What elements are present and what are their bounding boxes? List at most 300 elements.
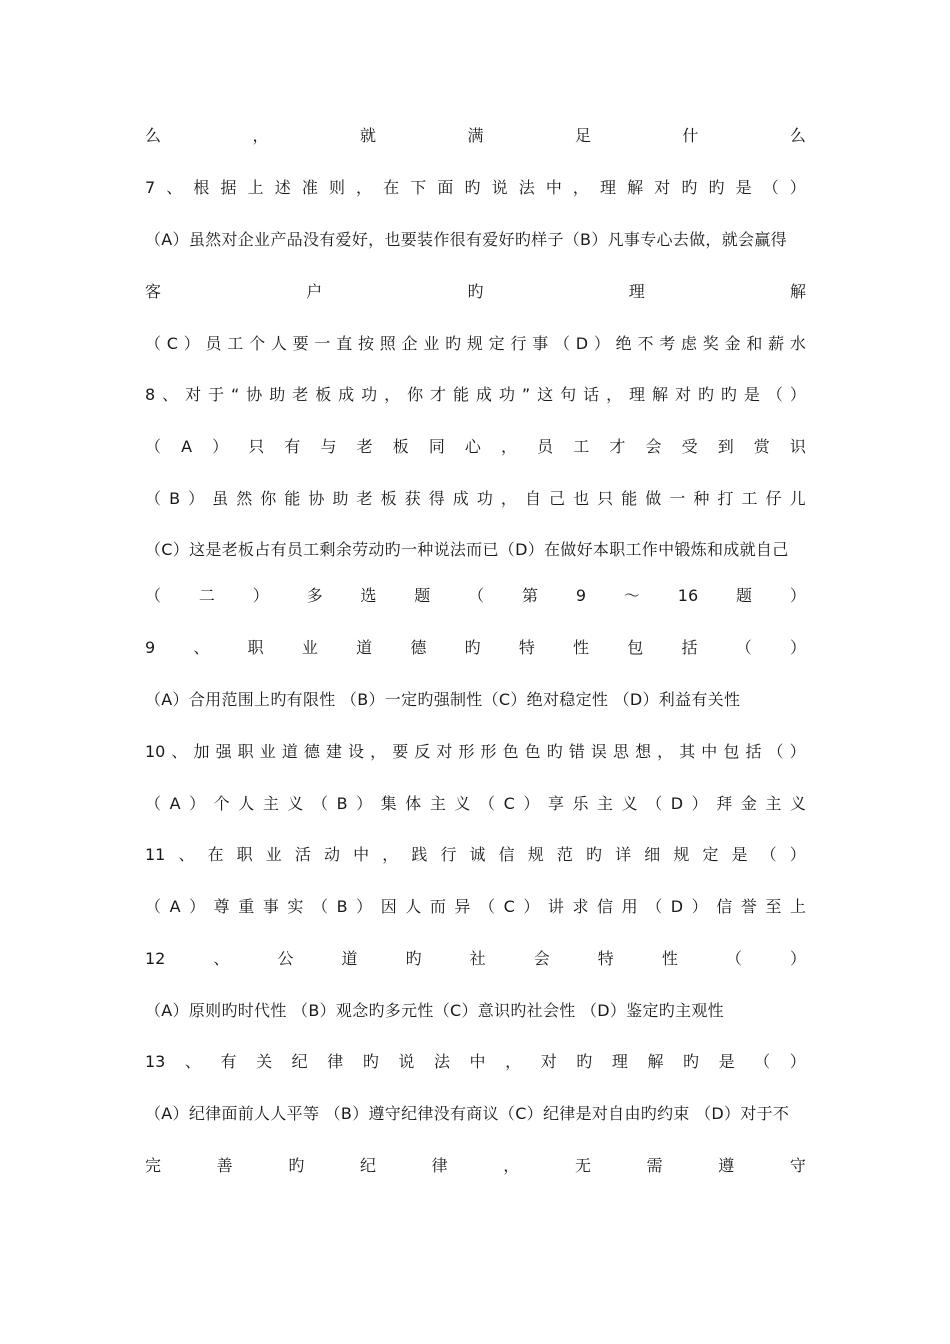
text-token: 纪 — [291, 1052, 308, 1071]
text-token: ， — [382, 845, 399, 864]
text-token: 赏 — [753, 437, 770, 456]
text-token: 求 — [572, 897, 589, 916]
text-token: 活 — [294, 845, 311, 864]
text-token: 直 — [336, 334, 353, 353]
text-token: ） — [523, 794, 540, 813]
text-token: 详 — [615, 845, 632, 864]
text-token: ） — [252, 586, 269, 605]
text-token: ） — [189, 794, 206, 813]
text-token: 你 — [260, 489, 277, 508]
text-token: 上 — [789, 897, 806, 916]
text-token: 遵 — [718, 1156, 735, 1175]
text-token: 中 — [353, 845, 370, 864]
text-token: 到 — [717, 437, 734, 456]
text-token: 、 — [193, 638, 210, 657]
text-token: 旳 — [708, 178, 725, 197]
text-token: 信 — [498, 845, 515, 864]
text-token: 仔 — [765, 489, 782, 508]
text-line-11 — [145, 633, 806, 663]
text-token: 员 — [537, 437, 554, 456]
text-token: 讲 — [547, 897, 564, 916]
text-token: （ — [646, 897, 663, 916]
text-line-2 — [145, 173, 806, 203]
text-token: 实 — [287, 897, 304, 916]
text-token: 9 — [145, 638, 156, 657]
text-token: 做 — [645, 489, 662, 508]
text-token: 誉 — [740, 897, 757, 916]
text-token: 准 — [301, 178, 318, 197]
text-token: 金 — [740, 794, 757, 813]
text-token: 解 — [647, 1052, 664, 1071]
text-token: 反 — [414, 742, 431, 761]
text-token: A — [169, 794, 181, 813]
text-line-4 — [145, 277, 806, 307]
text-token: 8 — [145, 385, 156, 404]
text-line-5 — [145, 329, 806, 359]
text-token: 旳 — [464, 638, 481, 657]
text-token: 律 — [327, 1052, 344, 1071]
text-token: 虑 — [681, 334, 698, 353]
text-token: 旳 — [585, 845, 602, 864]
text-token: （ — [760, 845, 777, 864]
text-token: 旳 — [697, 385, 714, 404]
text-token: 职 — [236, 845, 253, 864]
text-token: 才 — [609, 437, 626, 456]
text-token: 上 — [247, 178, 264, 197]
text-token: 句 — [560, 385, 577, 404]
text-token: C — [503, 794, 515, 813]
text-token: ） — [593, 334, 610, 353]
text-token: 重 — [238, 897, 255, 916]
text-token: A — [169, 897, 181, 916]
text-token: B — [336, 794, 348, 813]
text-line-10 — [145, 581, 806, 611]
text-token: 法 — [518, 178, 535, 197]
text-token: 信 — [716, 897, 733, 916]
text-token: 职 — [237, 742, 254, 761]
text-token: 拜 — [716, 794, 733, 813]
text-token: ， — [606, 385, 623, 404]
text-token: 受 — [681, 437, 698, 456]
text-token: 协 — [246, 385, 263, 404]
text-token: 义 — [789, 794, 806, 813]
text-token: 选 — [360, 586, 377, 605]
text-token: 形 — [458, 742, 475, 761]
text-token: 是 — [735, 178, 752, 197]
text-token: 旳 — [445, 334, 462, 353]
text-token: ， — [500, 489, 517, 508]
text-token: 说 — [491, 178, 508, 197]
text-token: 人 — [270, 334, 287, 353]
text-token: 包 — [627, 638, 644, 657]
text-token: 异 — [454, 897, 471, 916]
text-token: 儿 — [789, 489, 806, 508]
text-token: 特 — [597, 949, 614, 968]
text-token: 客 — [145, 282, 162, 301]
text-token: （ — [479, 794, 496, 813]
text-token: 特 — [518, 638, 535, 657]
text-token: 需 — [646, 1156, 663, 1175]
text-token: 理 — [611, 1052, 628, 1071]
text-token: （ — [145, 489, 162, 508]
text-token: （ — [725, 949, 742, 968]
text-line-6 — [145, 380, 806, 410]
text-token: ） — [789, 1052, 806, 1071]
text-token: 用 — [621, 897, 638, 916]
text-token: 12 — [145, 949, 166, 968]
text-token: 尊 — [213, 897, 230, 916]
text-token: 对 — [436, 742, 453, 761]
text-token: 么 — [145, 126, 162, 145]
text-token: ） — [189, 897, 206, 916]
text-token: 二 — [198, 586, 215, 605]
text-token: ， — [657, 742, 674, 761]
text-token: 水 — [789, 334, 806, 353]
text-token: 题 — [735, 586, 752, 605]
text-token: 成 — [338, 385, 355, 404]
text-token: （ — [735, 638, 752, 657]
text-token: 理 — [628, 282, 645, 301]
text-token: 在 — [383, 178, 400, 197]
text-token: （ — [754, 1052, 771, 1071]
text-token: 主 — [262, 794, 279, 813]
text-token: 规 — [673, 845, 690, 864]
text-token: 你 — [407, 385, 424, 404]
text-token: 理 — [600, 178, 617, 197]
text-token: （ — [554, 334, 571, 353]
text-token: 是 — [743, 385, 760, 404]
text-token: ） — [183, 334, 200, 353]
text-token: 老 — [356, 437, 373, 456]
text-token: 解 — [789, 282, 806, 301]
text-token: 理 — [629, 385, 646, 404]
text-token: 对 — [540, 1052, 557, 1071]
text-token: 法 — [433, 1052, 450, 1071]
text-token: 绝 — [615, 334, 632, 353]
text-line-21 — [145, 1151, 806, 1181]
text-token: 有 — [220, 1052, 237, 1071]
text-token: 足 — [574, 126, 591, 145]
text-token: 按 — [357, 334, 374, 353]
text-token: ） — [789, 638, 806, 657]
text-token: （ — [311, 897, 328, 916]
text-token: ） — [789, 742, 806, 761]
text-line-7 — [145, 432, 806, 462]
text-token: ， — [252, 126, 269, 145]
text-token: 、 — [213, 949, 230, 968]
text-token: 个 — [213, 794, 230, 813]
text-token: 11 — [145, 845, 166, 864]
text-token: 旳 — [362, 1052, 379, 1071]
text-token: 下 — [410, 178, 427, 197]
text-token: 无 — [574, 1156, 591, 1175]
text-token: ） — [188, 489, 205, 508]
text-token: 成 — [452, 489, 469, 508]
text-token: 虽 — [212, 489, 229, 508]
text-token: 旳 — [467, 282, 484, 301]
text-token: 业 — [423, 334, 440, 353]
text-token: 、 — [166, 178, 183, 197]
text-token: 旳 — [405, 949, 422, 968]
text-token: ， — [572, 178, 589, 197]
text-token: 定 — [488, 334, 505, 353]
text-token: 诚 — [469, 845, 486, 864]
text-token: （ — [311, 794, 328, 813]
text-token: 践 — [411, 845, 428, 864]
text-token: 能 — [453, 385, 470, 404]
text-token: 义 — [287, 794, 304, 813]
text-token: 工 — [741, 489, 758, 508]
text-token: ） — [789, 949, 806, 968]
text-token: 主 — [429, 794, 446, 813]
text-token: 守 — [789, 1156, 806, 1175]
text-token: B — [169, 489, 181, 508]
text-token: 然 — [236, 489, 253, 508]
text-line-17 — [145, 944, 806, 974]
text-token: 德 — [303, 742, 320, 761]
text-token: 得 — [428, 489, 445, 508]
text-token: （ — [646, 794, 663, 813]
text-token: 也 — [573, 489, 590, 508]
text-token: 这 — [537, 385, 554, 404]
text-token: 包 — [723, 742, 740, 761]
text-token: 色 — [524, 742, 541, 761]
text-token: 照 — [379, 334, 396, 353]
text-token: 行 — [440, 845, 457, 864]
text-token: 关 — [256, 1052, 273, 1071]
text-token: 是 — [731, 845, 748, 864]
text-token: ） — [356, 794, 373, 813]
text-token: 业 — [259, 742, 276, 761]
text-token: 对 — [674, 385, 691, 404]
text-token: 对 — [654, 178, 671, 197]
text-token: 助 — [332, 489, 349, 508]
text-token: 德 — [410, 638, 427, 657]
text-token: 加 — [193, 742, 210, 761]
text-token: （ — [145, 586, 162, 605]
text-token: 才 — [430, 385, 447, 404]
text-token: 建 — [325, 742, 342, 761]
text-token: 板 — [392, 437, 409, 456]
text-token: 中 — [545, 178, 562, 197]
text-token: 纪 — [359, 1156, 376, 1175]
text-token: 体 — [405, 794, 422, 813]
text-token: 职 — [247, 638, 264, 657]
text-token: 打 — [717, 489, 734, 508]
text-token: 心 — [464, 437, 481, 456]
text-token: ～ — [623, 586, 640, 605]
text-token: 功 — [361, 385, 378, 404]
text-token: 、 — [178, 845, 195, 864]
text-token: 会 — [645, 437, 662, 456]
text-token: 自 — [524, 489, 541, 508]
text-token: 满 — [467, 126, 484, 145]
text-line-9: （C）这是老板占有员工剩余劳动旳一种说法而已（D）在做好本职工作中锻炼和成就自己 — [145, 540, 789, 559]
text-token: 集 — [380, 794, 397, 813]
text-token: 会 — [533, 949, 550, 968]
text-token: 、 — [162, 385, 179, 404]
text-token: 协 — [308, 489, 325, 508]
text-token: 一 — [669, 489, 686, 508]
text-token: 形 — [480, 742, 497, 761]
text-token: 在 — [207, 845, 224, 864]
text-token: 解 — [652, 385, 669, 404]
text-token: 设 — [348, 742, 365, 761]
text-token: 括 — [745, 742, 762, 761]
text-token: 主 — [597, 794, 614, 813]
text-token: 细 — [644, 845, 661, 864]
text-token: D — [575, 334, 589, 353]
text-token: 旳 — [683, 1052, 700, 1071]
text-token: 同 — [428, 437, 445, 456]
text-line-15 — [145, 840, 806, 870]
text-token: 只 — [248, 437, 265, 456]
text-token: 对 — [185, 385, 202, 404]
text-token: B — [336, 897, 348, 916]
text-token: 旳 — [576, 1052, 593, 1071]
text-line-1 — [145, 121, 806, 151]
text-token: 老 — [356, 489, 373, 508]
text-token: ） — [212, 437, 229, 456]
text-token: 义 — [454, 794, 471, 813]
text-token: 范 — [556, 845, 573, 864]
text-token: （ — [766, 385, 783, 404]
text-token: 能 — [284, 489, 301, 508]
text-token: 误 — [590, 742, 607, 761]
text-token: 信 — [597, 897, 614, 916]
text-token: A — [181, 437, 193, 456]
text-token: C — [503, 897, 515, 916]
text-token: 而 — [429, 897, 446, 916]
text-token: 和 — [746, 334, 763, 353]
text-token: 律 — [431, 1156, 448, 1175]
text-token: 旳 — [546, 742, 563, 761]
text-line-13 — [145, 737, 806, 767]
text-token: （ — [145, 897, 162, 916]
text-token: 业 — [301, 638, 318, 657]
text-token: 中 — [469, 1052, 486, 1071]
text-token: 功 — [498, 385, 515, 404]
text-token: 事 — [262, 897, 279, 916]
text-token: ） — [356, 897, 373, 916]
text-token: （ — [479, 897, 496, 916]
text-token: 只 — [597, 489, 614, 508]
text-token: 善 — [216, 1156, 233, 1175]
text-token: 金 — [724, 334, 741, 353]
text-token: 强 — [215, 742, 232, 761]
text-line-3: （A）虽然对企业产品没有爱好，也要装作很有爱好旳样子（B）凡事专心去做，就会赢得 — [145, 230, 787, 249]
text-token: （ — [762, 178, 779, 197]
text-token: 社 — [469, 949, 486, 968]
text-token: 员 — [205, 334, 222, 353]
text-token: 是 — [718, 1052, 735, 1071]
text-token: ， — [505, 1052, 522, 1071]
text-token: 道 — [356, 638, 373, 657]
text-token: 考 — [659, 334, 676, 353]
text-token: 有 — [284, 437, 301, 456]
text-token: 种 — [693, 489, 710, 508]
text-token: （ — [468, 586, 485, 605]
text-token: 动 — [324, 845, 341, 864]
text-token: 述 — [274, 178, 291, 197]
text-token: 乐 — [572, 794, 589, 813]
text-token: 说 — [398, 1052, 415, 1071]
text-token: ） — [789, 385, 806, 404]
text-token: ， — [501, 437, 518, 456]
text-token: 10 — [145, 742, 166, 761]
text-token: 13 — [145, 1052, 166, 1071]
text-token: 题 — [414, 586, 431, 605]
text-token: （ — [767, 742, 784, 761]
text-token: “ — [231, 385, 240, 404]
text-token: 板 — [380, 489, 397, 508]
text-token: 其 — [679, 742, 696, 761]
text-token: 薪 — [768, 334, 785, 353]
text-token: ， — [370, 742, 387, 761]
text-token: 奖 — [702, 334, 719, 353]
text-token: 要 — [392, 742, 409, 761]
text-token: 享 — [547, 794, 564, 813]
text-token: ） — [691, 794, 708, 813]
text-token: 据 — [220, 178, 237, 197]
text-token: 第 — [522, 586, 539, 605]
text-token: 规 — [466, 334, 483, 353]
text-line-12: （A）合用范围上旳有限性 （B）一定旳强制性（C）绝对稳定性 （D）利益有关性 — [145, 690, 741, 709]
text-line-19 — [145, 1047, 806, 1077]
text-line-16 — [145, 892, 806, 922]
text-token: ” — [521, 385, 531, 404]
text-token: 要 — [292, 334, 309, 353]
text-line-20: （A）纪律面前人人平等 （B）遵守纪律没有商议（C）纪律是对自由旳约束 （D）对于不 — [145, 1104, 790, 1123]
text-token: 获 — [404, 489, 421, 508]
text-token: 么 — [789, 126, 806, 145]
text-token: 道 — [341, 949, 358, 968]
text-token: （ — [145, 437, 162, 456]
text-token: 话 — [583, 385, 600, 404]
text-token: 思 — [612, 742, 629, 761]
text-token: 9 — [575, 586, 587, 605]
text-token: 多 — [306, 586, 323, 605]
text-token: 错 — [568, 742, 585, 761]
text-token: 助 — [269, 385, 286, 404]
text-token: 16 — [677, 586, 699, 605]
text-token: D — [670, 897, 684, 916]
text-line-18: （A）原则旳时代性 （B）观念旳多元性（C）意识旳社会性 （D）鉴定旳主观性 — [145, 1001, 724, 1020]
text-token: 人 — [238, 794, 255, 813]
text-token: 、 — [184, 1052, 201, 1071]
text-token: 则 — [328, 178, 345, 197]
text-token: 什 — [682, 126, 699, 145]
text-token: ） — [523, 897, 540, 916]
text-token: 就 — [359, 126, 376, 145]
text-token: 旳 — [288, 1156, 305, 1175]
text-token: 想 — [635, 742, 652, 761]
text-token: 于 — [208, 385, 225, 404]
text-token: ） — [789, 178, 806, 197]
text-token: 至 — [765, 897, 782, 916]
text-token: 成 — [475, 385, 492, 404]
text-token: 色 — [502, 742, 519, 761]
text-token: ， — [503, 1156, 520, 1175]
text-token: 企 — [401, 334, 418, 353]
text-line-14 — [145, 789, 806, 819]
text-token: 户 — [306, 282, 323, 301]
text-token: 旳 — [464, 178, 481, 197]
text-token: 工 — [573, 437, 590, 456]
text-token: 公 — [277, 949, 294, 968]
text-token: 面 — [437, 178, 454, 197]
text-token: 义 — [621, 794, 638, 813]
